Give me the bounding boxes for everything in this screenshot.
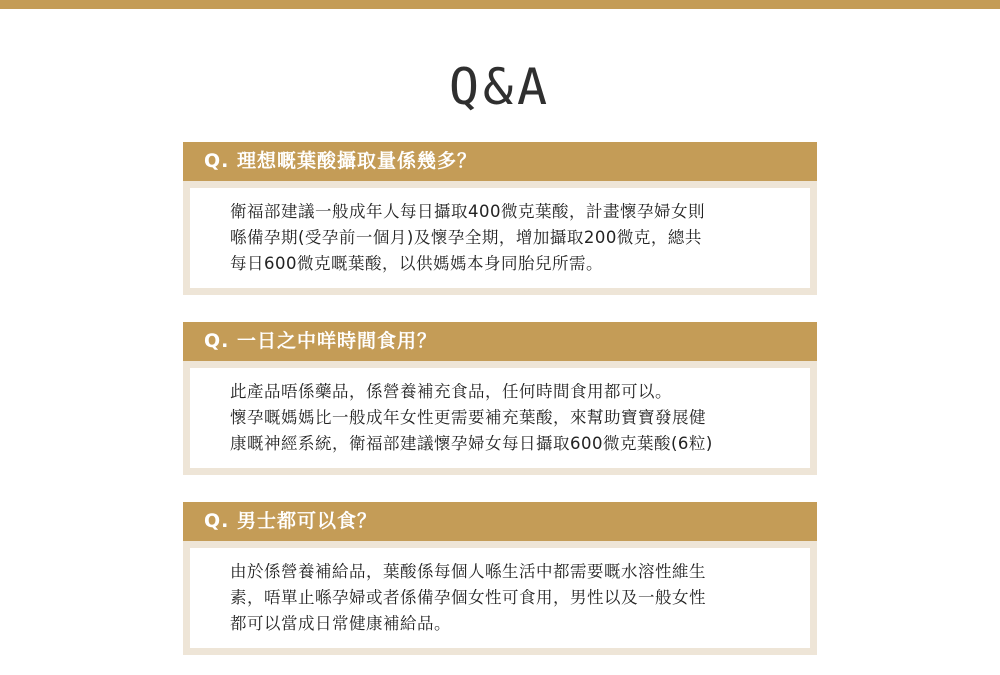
answer-line: 由於係營養補給品，葉酸係每個人喺生活中都需要嘅水溶性維生 — [230, 562, 706, 581]
page-title: Q&A — [448, 58, 552, 116]
qa-item-2 — [183, 322, 817, 475]
answer-line: 此產品唔係藥品，係營養補充食品，任何時間食用都可以。 — [230, 382, 672, 401]
answer-frame — [183, 361, 817, 475]
answer-line: 懷孕嘅媽媽比一般成年女性更需要補充葉酸，來幫助寶寶發展健 — [230, 408, 706, 427]
answer-line: 素，唔單止喺孕婦或者係備孕個女性可食用，男性以及一般女性 — [230, 588, 706, 607]
answer-body — [190, 368, 810, 468]
answer-line: 喺備孕期(受孕前一個月)及懷孕全期，增加攝取200微克，總共 — [230, 228, 702, 247]
answer-body — [190, 548, 810, 648]
answer-frame — [183, 181, 817, 295]
qa-item-3 — [183, 502, 817, 655]
qa-item-1 — [183, 142, 817, 295]
question-header: Q. 理想嘅葉酸攝取量係幾多？ — [183, 142, 817, 181]
answer-frame — [183, 541, 817, 655]
answer-body — [190, 188, 810, 288]
top-accent-bar — [0, 0, 1000, 9]
answer-line: 康嘅神經系統，衛福部建議懷孕婦女每日攝取600微克葉酸(6粒) — [230, 434, 713, 453]
answer-line: 每日600微克嘅葉酸，以供媽媽本身同胎兒所需。 — [230, 254, 603, 273]
answer-line: 衛福部建議一般成年人每日攝取400微克葉酸，計畫懷孕婦女則 — [230, 202, 705, 221]
question-header: Q. 一日之中咩時間食用？ — [183, 322, 817, 361]
answer-line: 都可以當成日常健康補給品。 — [230, 614, 451, 633]
question-header: Q. 男士都可以食？ — [183, 502, 817, 541]
